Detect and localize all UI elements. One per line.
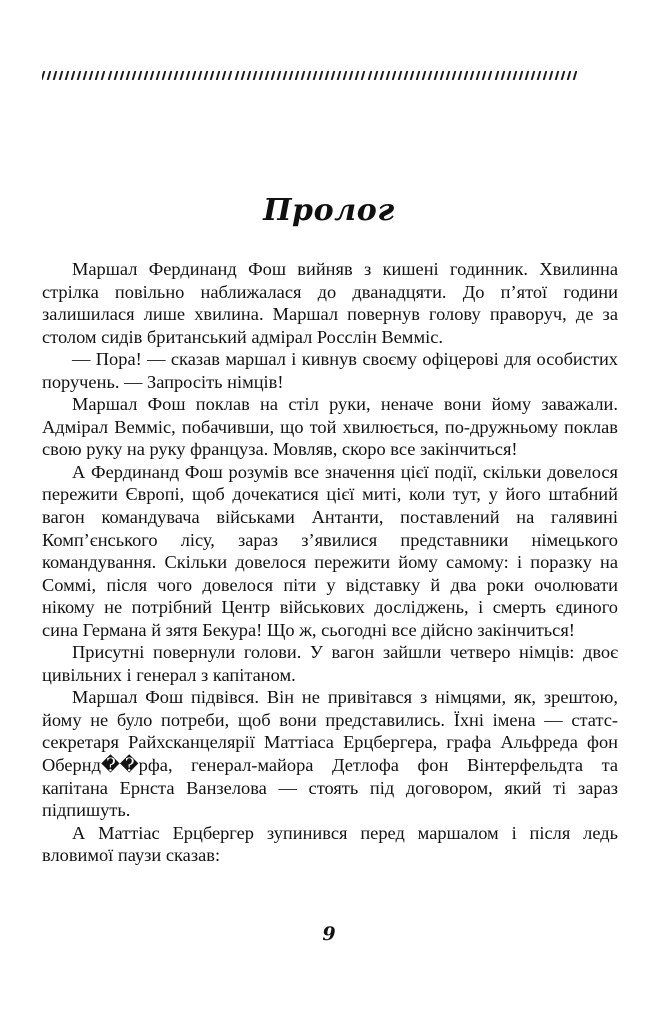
divider-tick-icon [410, 71, 415, 80]
divider-tick-icon [119, 71, 124, 80]
divider-tick-icon [506, 71, 511, 80]
divider-tick-icon [391, 71, 396, 80]
divider-tick-icon [131, 71, 136, 80]
divider-tick-icon [518, 71, 523, 80]
divider-tick-icon [222, 71, 227, 80]
divider-tick-icon [301, 71, 306, 80]
divider-tick-icon [440, 71, 445, 80]
divider-tick-icon [512, 71, 517, 80]
divider-tick-icon [524, 71, 529, 80]
paragraph: — Пора! — сказав маршал і кивнув своєму офіцерові для особистих поручень. — Запросіть німців! [42, 349, 618, 392]
divider-tick-icon [567, 71, 572, 80]
divider-tick-icon [446, 71, 451, 80]
divider-tick-icon [77, 71, 82, 80]
divider-tick-icon [240, 71, 245, 80]
divider-tick-icon [53, 71, 58, 80]
divider-tick-icon [476, 71, 481, 80]
chapter-title: Пролог [263, 193, 395, 228]
divider-tick-icon [379, 71, 384, 80]
paragraph: А Маттіас Ерцбергер зупинився перед маршалом і після ледь вловимої паузи сказав: [42, 822, 618, 866]
divider-tick-icon [95, 71, 100, 80]
divider-tick-icon [168, 71, 173, 80]
divider-tick-icon [349, 71, 354, 80]
divider-tick-icon [162, 71, 167, 80]
paragraph: Присутні повернули голови. У вагон зайшли четверо німців: двоє цивільних і генерал з капітаном. [42, 642, 618, 685]
page-number: 9 [322, 923, 336, 945]
divider-tick-icon [397, 71, 402, 80]
divider-tick-icon [464, 71, 469, 80]
divider-tick-icon [458, 71, 463, 80]
divider-tick-icon [42, 71, 45, 80]
divider-tick-icon [373, 71, 378, 80]
divider-tick-icon [270, 71, 275, 80]
divider-tick-icon [210, 71, 215, 80]
divider-tick-icon [416, 71, 421, 80]
divider-tick-icon [283, 71, 288, 80]
divider-tick-icon [452, 71, 457, 80]
divider-tick-icon [531, 71, 536, 80]
body-text-block [42, 258, 618, 867]
divider-tick-icon [186, 71, 191, 80]
divider-tick-icon [488, 71, 493, 80]
divider-tick-icon [482, 71, 487, 80]
divider-tick-icon [470, 71, 475, 80]
divider-tick-icon [573, 71, 577, 80]
divider-tick-icon [258, 71, 263, 80]
divider-tick-icon [295, 71, 300, 80]
divider-tick-icon [361, 71, 366, 80]
divider-tick-icon [500, 71, 505, 80]
divider-tick-icon [216, 71, 221, 80]
divider-tick-icon [137, 71, 142, 80]
divider-tick-icon [89, 71, 94, 80]
divider-tick-icon [83, 71, 88, 80]
divider-tick-icon [367, 71, 372, 80]
divider-tick-icon [555, 71, 560, 80]
divider-tick-icon [289, 71, 294, 80]
divider-tick-icon [180, 71, 185, 80]
divider-tick-icon [113, 71, 118, 80]
divider-tick-icon [404, 71, 409, 80]
divider-tick-icon [561, 71, 566, 80]
paragraph: Маршал Фош підвівся. Він не привітався з німцями, як, зрештою, йому не було потреби, щоб вони представились. Їхні імена — статс-секретаря Райхсканцелярії Маттіаса Ерцбергера, графа Альфреда фон Обернд��рфа, генерал-майора Детлофа фон Вінтерфельдта та капітана Ернста Ванзелова — стоять під договором, який ті зараз підпишуть. [42, 687, 618, 821]
divider-tick-icon [434, 71, 439, 80]
divider-tick-icon [156, 71, 161, 80]
ornamental-divider [42, 68, 577, 82]
divider-tick-icon [192, 71, 197, 80]
divider-tick-icon [264, 71, 269, 80]
divider-tick-icon [331, 71, 336, 80]
divider-tick-icon [252, 71, 257, 80]
divider-tick-icon [494, 71, 499, 80]
divider-tick-icon [174, 71, 179, 80]
divider-tick-icon [144, 71, 149, 80]
divider-tick-icon [228, 71, 233, 80]
divider-tick-icon [71, 71, 76, 80]
divider-tick-icon [355, 71, 360, 80]
divider-tick-icon [537, 71, 542, 80]
divider-tick-icon [47, 71, 52, 80]
divider-tick-icon [428, 71, 433, 80]
divider-tick-icon [549, 71, 554, 80]
divider-tick-icon [385, 71, 390, 80]
divider-tick-icon [246, 71, 251, 80]
divider-tick-icon [313, 71, 318, 80]
divider-tick-icon [125, 71, 130, 80]
divider-tick-icon [543, 71, 548, 80]
divider-tick-icon [107, 71, 112, 80]
divider-tick-icon [422, 71, 427, 80]
divider-tick-icon [343, 71, 348, 80]
divider-tick-icon [204, 71, 209, 80]
paragraph: Маршал Фош поклав на стіл руки, неначе вони йому заважали. Адмірал Вемміс, побачивши, що той хвилюється, по-дружньому поклав свою руку на руку француза. Мовляв, скоро все закінчиться! [42, 394, 618, 460]
divider-tick-icon [101, 71, 106, 80]
paragraph: Маршал Фердинанд Фош вийняв з кишені годинник. Хвилинна стрілка повільно наближалася до дванадцяти. До п’ятої години залишилася лише хвилина. Маршал повернув голову праворуч, де за столом сидів британський адмірал Росслін Вемміс. [42, 259, 618, 347]
divider-tick-icon [234, 71, 239, 80]
divider-tick-icon [198, 71, 203, 80]
divider-tick-icon [65, 71, 70, 80]
divider-tick-icon [337, 71, 342, 80]
divider-tick-icon [307, 71, 312, 80]
paragraph: А Фердинанд Фош розумів все значення цієї події, скільки довелося пережити Європі, щоб дочекатися цієї миті, коли тут, у його штабний вагон командувача військами Антанти, поставлений на галявині Комп’єнського лісу, зараз з’явилися представники німецького командування. Скільки довелося пережити йому самому: і поразку на Соммі, після чого довелося піти у відставку й два роки очолювати нікому не потрібний Центр військових досліджень, і смерть єдиного сина Германа й зятя Бекура! Що ж, сьогодні все дійсно закінчиться! [42, 461, 618, 640]
divider-tick-icon [150, 71, 155, 80]
divider-tick-icon [319, 71, 324, 80]
divider-tick-icon [277, 71, 282, 80]
divider-tick-icon [59, 71, 64, 80]
divider-tick-icon [325, 71, 330, 80]
